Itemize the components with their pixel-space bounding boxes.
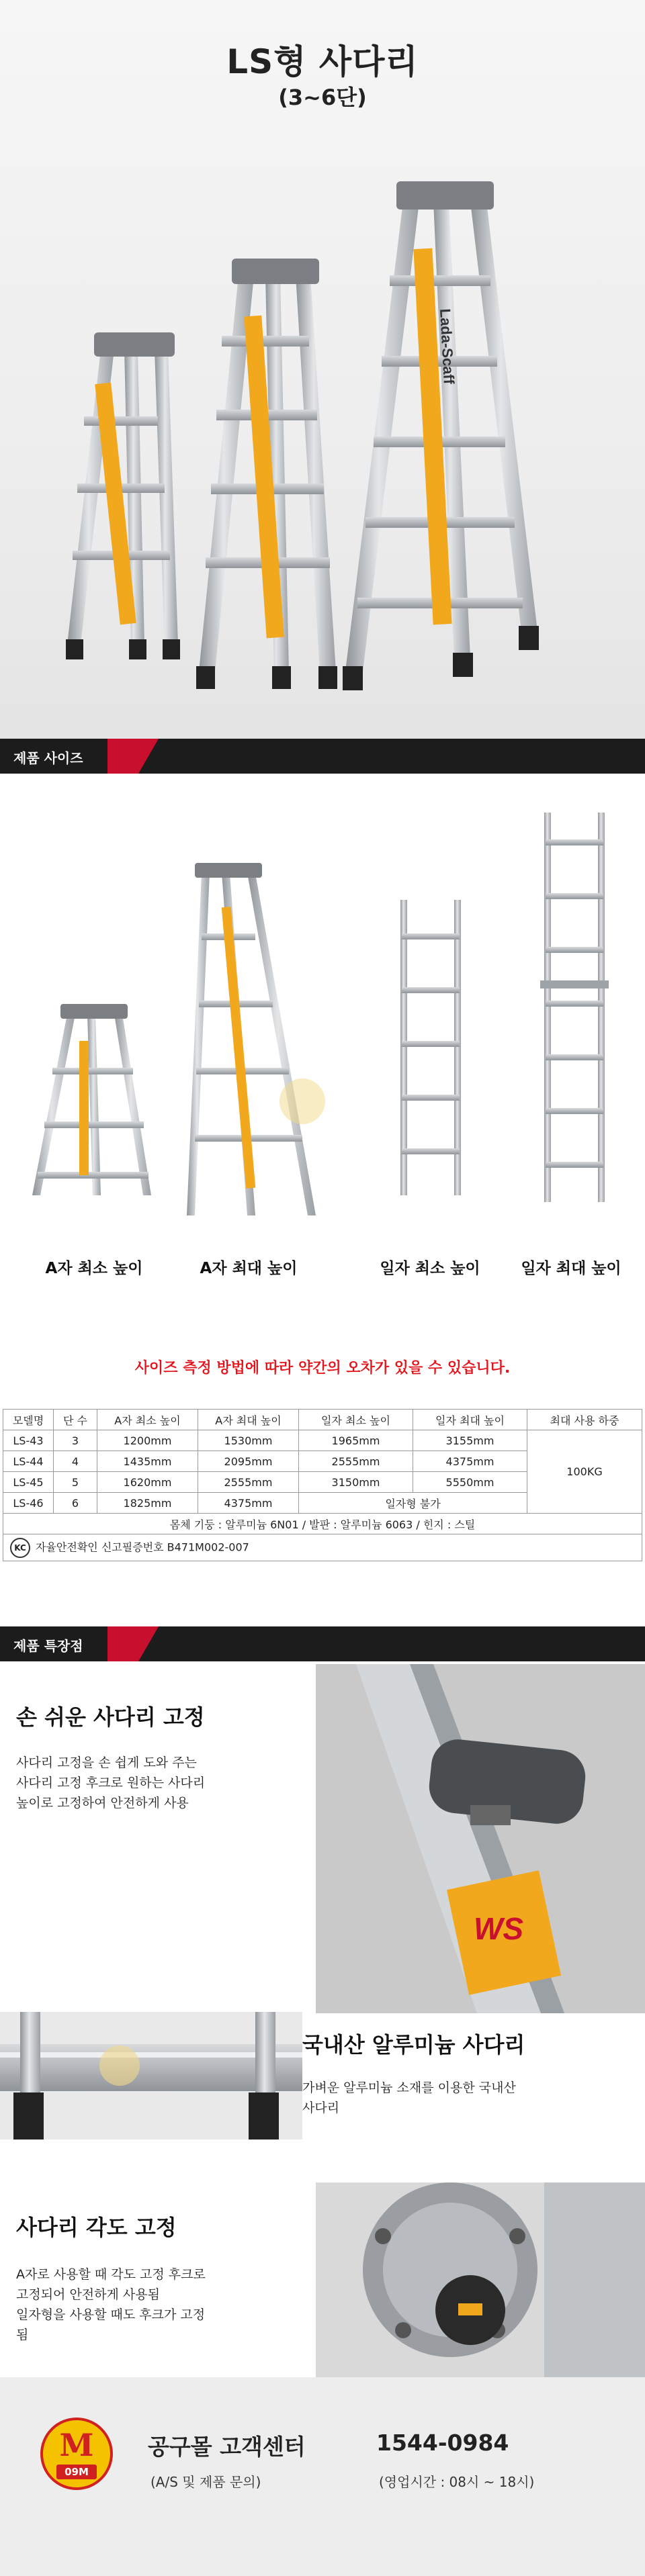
cert-note: 자율안전확인 신고필증번호 B471M002-007: [36, 1540, 249, 1553]
cell-straight-min: 1965mm: [299, 1430, 413, 1451]
cell-a-max: 1530mm: [198, 1430, 299, 1451]
cell-a-max: 4375mm: [198, 1493, 299, 1514]
section-title-size: 제품 사이즈: [13, 750, 83, 766]
page-subtitle: (3~6단): [278, 85, 367, 110]
cell-steps: 6: [54, 1493, 97, 1514]
size-diagram-image: [0, 799, 645, 1242]
feature-text-aluminum: 가벼운 알루미늄 소재를 이용한 국내산 사다리: [302, 2080, 516, 2115]
page-title: LS형 사다리: [226, 42, 419, 81]
col-header-straight-max: 일자 최대 높이: [413, 1410, 527, 1430]
material-note: 몸체 기둥 : 알루미늄 6N01 / 발판 : 알루미늄 6063 / 힌지 : 스틸: [3, 1514, 642, 1534]
cell-straight-max: 4375mm: [413, 1451, 527, 1472]
feature-title-fixing: 손 쉬운 사다리 고정: [16, 1704, 205, 1730]
hero-section: [0, 0, 645, 739]
section-title-features: 제품 특장점: [13, 1638, 83, 1654]
cell-a-max: 2095mm: [198, 1451, 299, 1472]
cell-model: LS-44: [3, 1451, 54, 1472]
kc-mark-icon: KC: [10, 1538, 30, 1558]
cell-straight-max: 3155mm: [413, 1430, 527, 1451]
business-hours: (영업시간 : 08시 ~ 18시): [379, 2474, 535, 2490]
col-header-steps: 단 수: [54, 1410, 97, 1430]
section-bar-features: [0, 1626, 645, 1661]
col-header-model: 모델명: [3, 1410, 54, 1430]
col-header-straight-min: 일자 최소 높이: [299, 1410, 413, 1430]
brand-logo: [40, 2418, 113, 2490]
cell-model: LS-46: [3, 1493, 54, 1514]
cell-straight-unavailable: 일자형 불가: [299, 1493, 527, 1514]
logo-text: 09M: [56, 2465, 97, 2479]
feature-image-aluminum: [0, 2012, 302, 2140]
cert-row: [3, 1534, 642, 1561]
customer-center-phone[interactable]: 1544-0984: [376, 2430, 509, 2456]
size-label-a-min: A자 최소 높이: [45, 1260, 143, 1277]
cell-straight-max: 5550mm: [413, 1472, 527, 1493]
col-header-max-load: 최대 사용 하중: [527, 1410, 642, 1430]
cell-steps: 5: [54, 1472, 97, 1493]
table-header-row: [3, 1410, 642, 1430]
cell-model: LS-45: [3, 1472, 54, 1493]
cell-a-min: 1620mm: [97, 1472, 198, 1493]
table-row: [3, 1430, 642, 1451]
feature-text-angle: A자로 사용할 때 각도 고정 후크로 고정되어 안전하게 사용됨 일자형을 사용할 때도 후크가 고정 됨: [16, 2267, 206, 2342]
cell-a-min: 1200mm: [97, 1430, 198, 1451]
cell-straight-min: 2555mm: [299, 1451, 413, 1472]
ws-logo: WS: [474, 1911, 524, 1946]
cell-steps: 3: [54, 1430, 97, 1451]
feature-image-angle-lock: [316, 2182, 645, 2377]
feature-image-hook: [316, 1664, 645, 2013]
measurement-notice: 사이즈 측정 방법에 따라 약간의 오차가 있을 수 있습니다.: [134, 1360, 511, 1377]
customer-center-subtitle: (A/S 및 제품 문의): [150, 2474, 261, 2490]
section-bar-size: [0, 739, 645, 774]
cell-a-min: 1435mm: [97, 1451, 198, 1472]
cell-a-max: 2555mm: [198, 1472, 299, 1493]
col-header-a-max: A자 최대 높이: [198, 1410, 299, 1430]
feature-title-aluminum: 국내산 알루미늄 사다리: [302, 2032, 525, 2058]
cell-steps: 4: [54, 1451, 97, 1472]
logo-letter: M: [59, 2427, 94, 2463]
size-label-a-max: A자 최대 높이: [200, 1260, 298, 1277]
cell-straight-min: 3150mm: [299, 1472, 413, 1493]
customer-center-footer: [0, 2377, 645, 2576]
cell-max-load: 100KG: [527, 1430, 642, 1514]
material-row: [3, 1514, 642, 1534]
spec-table: [3, 1409, 642, 1561]
brand-label: Lada-Scaff: [437, 308, 458, 385]
col-header-a-min: A자 최소 높이: [97, 1410, 198, 1430]
customer-center-title: 공구몰 고객센터: [148, 2434, 306, 2460]
size-label-straight-max: 일자 최대 높이: [521, 1260, 621, 1277]
cell-a-min: 1825mm: [97, 1493, 198, 1514]
cell-model: LS-43: [3, 1430, 54, 1451]
feature-title-angle: 사다리 각도 고정: [16, 2215, 177, 2240]
feature-text-fixing: 사다리 고정을 손 쉽게 도와 주는 사다리 고정 후크로 원하는 사다리 높이로 고정하여 안전하게 사용: [16, 1755, 206, 1810]
size-label-straight-min: 일자 최소 높이: [380, 1260, 480, 1277]
hero-ladders-image: [0, 161, 645, 698]
